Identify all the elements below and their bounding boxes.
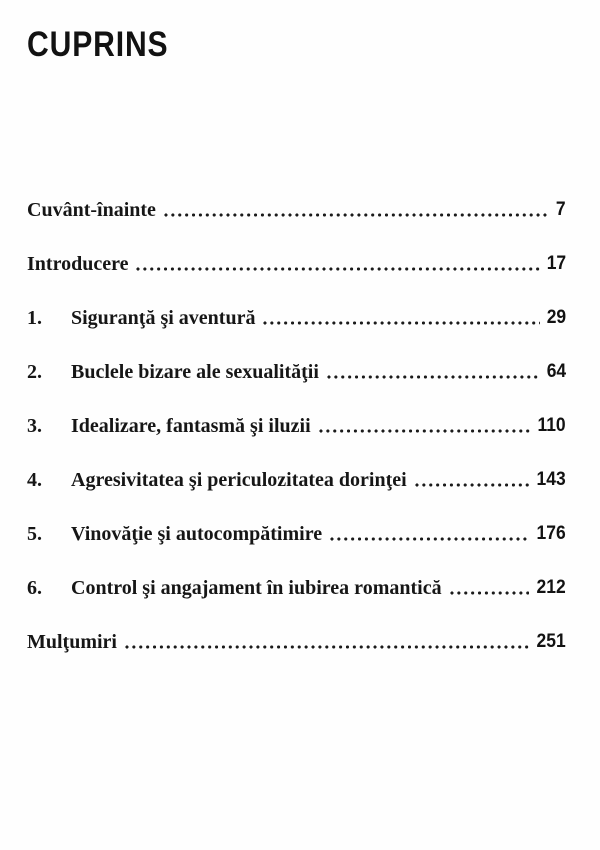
toc-leader-dots	[415, 483, 530, 487]
toc-entry-number: 5.	[27, 523, 42, 545]
toc-entry-page: 29	[546, 307, 566, 328]
toc-leader-dots	[330, 537, 529, 541]
toc-entry-number: 1.	[27, 307, 42, 329]
toc-entry-page: 17	[546, 253, 566, 274]
toc-entry-label: Cuvânt-înainte	[27, 199, 156, 221]
toc-entry-number: 6.	[27, 577, 42, 599]
toc-leader-dots	[125, 645, 529, 649]
toc-leader-dots	[319, 429, 531, 433]
toc-entry	[27, 467, 566, 493]
toc-entry	[27, 197, 566, 223]
toc-entry-page: 251	[536, 631, 566, 652]
toc-entry-label: Mulţumiri	[27, 631, 117, 653]
toc-entry-page: 110	[537, 415, 566, 436]
toc-entry-page: 176	[536, 523, 566, 544]
toc-entry	[27, 359, 566, 385]
toc-entry-number: 3.	[27, 415, 42, 437]
toc-entry	[27, 251, 566, 277]
toc-entry-page: 212	[536, 577, 566, 598]
toc-list	[27, 197, 566, 655]
toc-entry-label: Idealizare, fantasmă şi iluzii	[71, 415, 311, 437]
toc-entry-label: Agresivitatea şi periculozitatea dorinţei	[71, 469, 407, 491]
toc-entry	[27, 305, 566, 331]
toc-entry-page: 7	[556, 199, 566, 220]
toc-leader-dots	[327, 375, 540, 379]
toc-entry-label: Vinovăţie şi autocompătimire	[71, 523, 323, 545]
toc-leader-dots	[450, 591, 530, 595]
toc-entry-number: 4.	[27, 469, 42, 491]
toc-entry-page: 64	[546, 361, 566, 382]
toc-leader-dots	[164, 213, 551, 217]
toc-entry-label: Control şi angajament în iubirea romantică	[71, 577, 442, 599]
toc-entry-page: 143	[536, 469, 566, 490]
toc-entry-label: Introducere	[27, 253, 129, 275]
toc-leader-dots	[136, 267, 539, 271]
toc-entry	[27, 413, 566, 439]
toc-entry	[27, 521, 566, 547]
toc-leader-dots	[263, 321, 539, 325]
toc-entry	[27, 629, 566, 655]
toc-entry-number: 2.	[27, 361, 42, 383]
toc-entry-label: Buclele bizare ale sexualităţii	[71, 361, 319, 383]
page-title: CUPRINS	[27, 25, 169, 64]
toc-entry	[27, 575, 566, 601]
toc-entry-label: Siguranţă şi aventură	[71, 307, 256, 329]
